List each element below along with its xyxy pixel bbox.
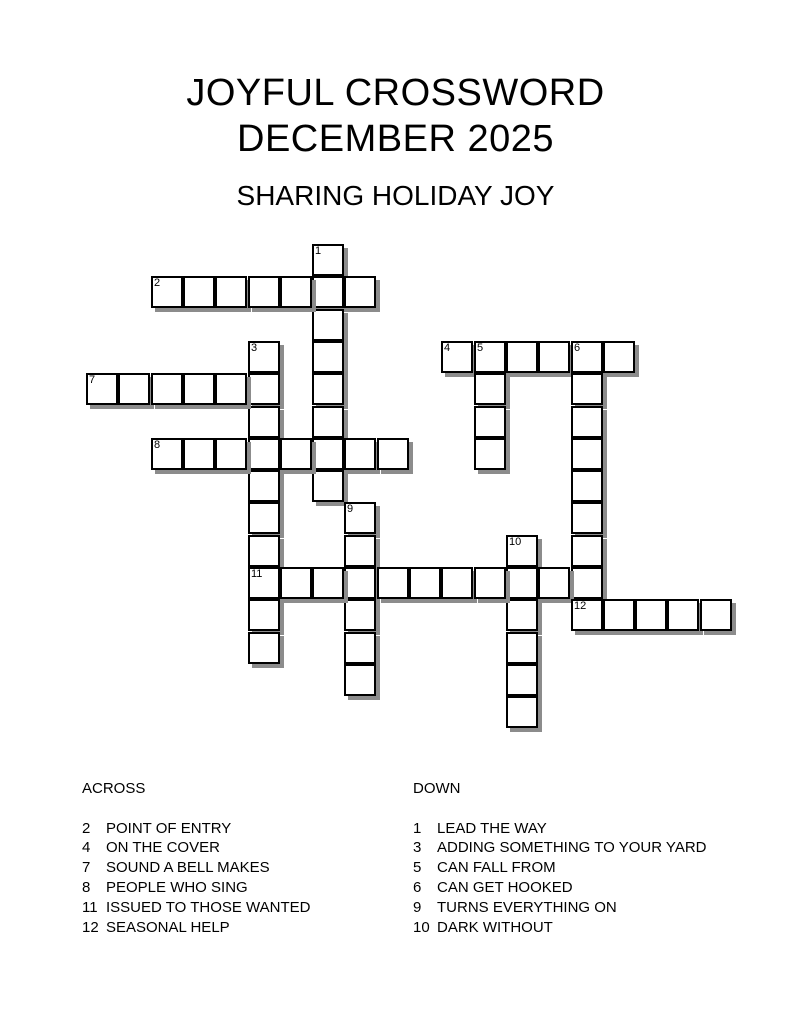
grid-cell[interactable] — [248, 276, 280, 308]
grid-cell[interactable] — [151, 438, 183, 470]
grid-cell[interactable] — [183, 276, 215, 308]
grid-cell[interactable] — [344, 567, 376, 599]
grid-cell[interactable] — [344, 438, 376, 470]
down-heading: DOWN — [413, 780, 461, 797]
grid-cell[interactable] — [538, 567, 570, 599]
grid-cell[interactable] — [312, 406, 344, 438]
clue-item — [413, 918, 713, 938]
grid-cell[interactable] — [151, 373, 183, 405]
grid-cell[interactable] — [118, 373, 150, 405]
clue-number: 9 — [413, 898, 422, 916]
puzzle-date: DECEMBER 2025 — [237, 118, 554, 160]
cell-number: 3 — [251, 342, 258, 354]
clue-item — [82, 858, 382, 878]
grid-cell[interactable] — [312, 567, 344, 599]
clue-text: PEOPLE WHO SING — [106, 878, 248, 896]
grid-cell[interactable] — [312, 438, 344, 470]
grid-cell[interactable] — [377, 567, 409, 599]
grid-cell[interactable] — [248, 470, 280, 502]
grid-cell[interactable] — [248, 567, 280, 599]
grid-cell[interactable] — [571, 341, 603, 373]
grid-cell[interactable] — [344, 664, 376, 696]
grid-cell[interactable] — [474, 406, 506, 438]
clue-text: TURNS EVERYTHING ON — [437, 898, 617, 916]
clue-text: POINT OF ENTRY — [106, 819, 232, 837]
grid-cell[interactable] — [248, 599, 280, 631]
clue-item — [82, 918, 382, 938]
clue-text: CAN FALL FROM — [437, 859, 556, 877]
grid-cell[interactable] — [538, 341, 570, 373]
grid-cell[interactable] — [409, 567, 441, 599]
grid-cell[interactable] — [344, 632, 376, 664]
grid-cell[interactable] — [344, 502, 376, 534]
grid-cell[interactable] — [571, 373, 603, 405]
clue-number: 8 — [82, 878, 91, 896]
cell-number: 7 — [89, 374, 96, 386]
cell-number: 10 — [509, 536, 522, 548]
puzzle-title: JOYFUL CROSSWORD — [186, 72, 605, 114]
clue-number: 10 — [413, 918, 430, 936]
across-clues — [82, 779, 382, 937]
clue-text: ISSUED TO THOSE WANTED — [106, 898, 311, 916]
clue-number: 11 — [82, 898, 98, 916]
clue-number: 1 — [413, 819, 422, 837]
cell-number: 8 — [154, 439, 161, 451]
grid-cell[interactable] — [474, 373, 506, 405]
cell-number: 11 — [251, 568, 263, 580]
grid-cell[interactable] — [474, 567, 506, 599]
cell-number: 1 — [315, 245, 322, 257]
grid-cell[interactable] — [344, 276, 376, 308]
grid-cell[interactable] — [635, 599, 667, 631]
puzzle-theme: SHARING HOLIDAY JOY — [236, 180, 555, 211]
grid-cell[interactable] — [441, 567, 473, 599]
clue-item — [82, 819, 382, 839]
grid-cell[interactable] — [571, 438, 603, 470]
grid-cell[interactable] — [312, 341, 344, 373]
grid-cell[interactable] — [474, 341, 506, 373]
grid-cell[interactable] — [506, 341, 538, 373]
cell-number: 12 — [574, 600, 587, 612]
grid-cell[interactable] — [280, 276, 312, 308]
grid-cell[interactable] — [312, 373, 344, 405]
grid-cell[interactable] — [571, 502, 603, 534]
grid-cell[interactable] — [151, 276, 183, 308]
clue-number: 5 — [413, 859, 422, 877]
down-clues — [413, 779, 713, 937]
clue-item — [413, 838, 713, 858]
grid-cell[interactable] — [183, 438, 215, 470]
grid-cell[interactable] — [248, 341, 280, 373]
grid-cell[interactable] — [506, 535, 538, 567]
grid-cell[interactable] — [506, 664, 538, 696]
grid-cell[interactable] — [215, 373, 247, 405]
clue-text: CAN GET HOOKED — [437, 878, 573, 896]
grid-cell[interactable] — [215, 276, 247, 308]
clue-number: 12 — [82, 918, 99, 936]
grid-cell[interactable] — [506, 599, 538, 631]
grid-cell[interactable] — [571, 406, 603, 438]
clue-text: SEASONAL HELP — [106, 918, 230, 936]
grid-cell[interactable] — [312, 309, 344, 341]
clue-item — [413, 819, 713, 839]
grid-cell[interactable] — [506, 696, 538, 728]
clue-item — [413, 858, 713, 878]
grid-cell[interactable] — [248, 438, 280, 470]
grid-cell[interactable] — [700, 599, 732, 631]
grid-cell[interactable] — [344, 535, 376, 567]
grid-cell[interactable] — [474, 438, 506, 470]
grid-cell[interactable] — [377, 438, 409, 470]
clue-item — [82, 898, 382, 918]
across-heading: ACROSS — [82, 780, 146, 797]
grid-cell[interactable] — [248, 502, 280, 534]
grid-cell[interactable] — [248, 535, 280, 567]
cell-number: 9 — [347, 503, 354, 515]
clue-item — [413, 878, 713, 898]
cell-number: 2 — [154, 277, 161, 289]
clue-text: ADDING SOMETHING TO YOUR YARD — [437, 839, 707, 857]
clue-text: LEAD THE WAY — [437, 819, 547, 837]
grid-cell[interactable] — [603, 599, 635, 631]
grid-cell[interactable] — [280, 567, 312, 599]
cell-number: 5 — [477, 342, 484, 354]
grid-cell[interactable] — [312, 244, 344, 276]
grid-cell[interactable] — [571, 470, 603, 502]
cell-number: 4 — [444, 342, 451, 354]
grid-cell[interactable] — [248, 406, 280, 438]
clue-number: 2 — [82, 819, 91, 837]
grid-cell[interactable] — [183, 373, 215, 405]
grid-cell[interactable] — [248, 632, 280, 664]
grid-cell[interactable] — [86, 373, 118, 405]
clue-text: SOUND A BELL MAKES — [106, 859, 270, 877]
clue-number: 4 — [82, 839, 91, 857]
grid-cell[interactable] — [441, 341, 473, 373]
grid-cell[interactable] — [280, 438, 312, 470]
grid-cell[interactable] — [667, 599, 699, 631]
clue-number: 3 — [413, 839, 422, 857]
grid-cell[interactable] — [571, 567, 603, 599]
grid-cell[interactable] — [344, 599, 376, 631]
grid-cell[interactable] — [312, 470, 344, 502]
down-clue-list — [413, 819, 713, 938]
grid-cell[interactable] — [506, 567, 538, 599]
across-clue-list — [82, 819, 382, 938]
clue-number: 6 — [413, 878, 422, 896]
clue-item — [413, 898, 713, 918]
grid-cell[interactable] — [248, 373, 280, 405]
grid-cell[interactable] — [215, 438, 247, 470]
clue-text: DARK WITHOUT — [437, 918, 553, 936]
cell-number: 6 — [574, 342, 581, 354]
clue-text: ON THE COVER — [106, 839, 220, 857]
clue-item — [82, 878, 382, 898]
clue-item — [82, 838, 382, 858]
grid-cell[interactable] — [571, 535, 603, 567]
grid-cell[interactable] — [603, 341, 635, 373]
grid-cell[interactable] — [506, 632, 538, 664]
grid-cell[interactable] — [312, 276, 344, 308]
grid-cell[interactable] — [571, 599, 603, 631]
clue-number: 7 — [82, 859, 91, 877]
